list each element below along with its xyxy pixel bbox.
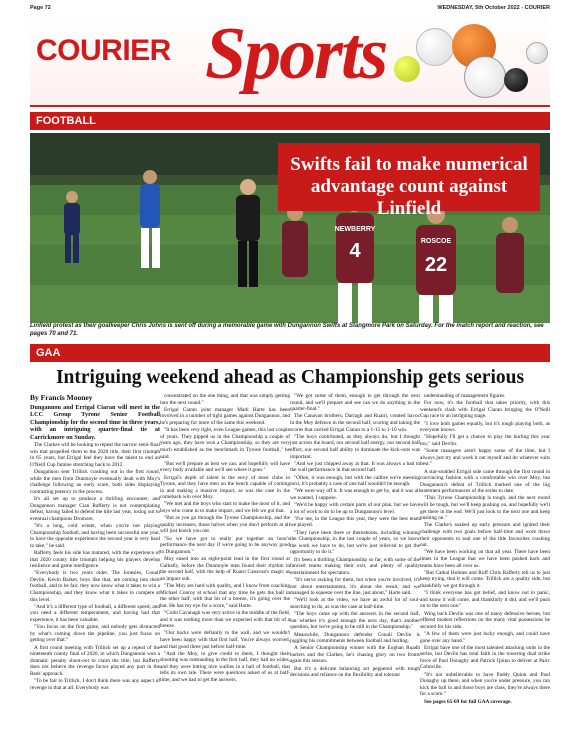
standfirst: Dungannon and Errigal Ciaran will meet in the LCC Group Tyrone Senior Football Championship for the second time in three years, with an intriguing quarter-final tie at Carrickmore on Sunday. (30, 404, 160, 441)
article-paragraph: A Senior Championship winner with the Eoghan Ruadh hurlers and the Clarkes, he's chasing glory on two fronts again this season. (290, 645, 420, 665)
issue-date: WEDNESDAY, 5th October 2022 - COURIER (437, 5, 550, 11)
match-photo (30, 133, 550, 323)
article-column-2 (160, 393, 290, 731)
article-paragraph: "It's not unbelievable to have Paddy Quinn and Paul Donaghy up there, and when you're under pressure, you can kick the ball in and those boys are class, they're always there for a score." (420, 671, 550, 698)
article-paragraph: "But we'll prepare as best we can, and hopefully will have every body available and we'll see where it goes." (160, 460, 290, 474)
article-paragraph: "Everybody is two years older. The Jonesies, Conall Devlin, Kevin Barker, boys like that, are coming into their football, and to be fair, they now know what it takes to win a Championship, and they know what it takes to compete at this level. (30, 570, 160, 603)
article-paragraph: The Clarkes will be looking to repeat the narrow semi-final win that propelled them to the 2020 title, their first triumph in 65 years, but Errigal feel they have the talent to end an O'Neill Cup famine stretching back to 2012. (30, 442, 160, 468)
continued-note: See pages 65-69 for full GAA coverage. (424, 698, 512, 705)
article-paragraph: Wing back Devlin was one of many defensive heroes, but offered modest reflections on the many vital possessions he secured for his side. (420, 610, 550, 630)
football-headline: Swifts fail to make numerical advantage count against Linfield (290, 154, 528, 219)
article-paragraph: "They have been there or thereabouts, including winning the Championship, in the last couple of years, so we know the work we have to do, but we're just relieved to get the opportunity to do it." (290, 529, 420, 556)
article-paragraph: "Hopefully I'll get a chance to play the hurling this year too," said Devlin. (420, 434, 550, 447)
pool-ball-icon (504, 68, 528, 92)
article-paragraph: "And the Moy, to give credit to them, I thought their shooting was outstanding in the first half, they had no wides, and they were hitting nice wallies in a ball of football, that tells its own tale. There were questions asked of us at half-time, and we had to get the answers. (160, 650, 290, 684)
article-paragraph: "The Moy are hard with quality, and I know from coaching Michael Conroy at school that any time he gets the ball in the other half, with that bit of a breeze, it's going over the bar. He has my eye for a score," said Harte. (160, 582, 290, 609)
article-paragraph: Rafferty feels his side has matured, with the experience of that 2020 county title triumph helping his players develop resilience and game intelligence. (30, 549, 160, 570)
football-icon (464, 56, 506, 98)
article-column-4 (420, 393, 550, 731)
section-bar-football (30, 112, 550, 130)
page-number: Page 72 (30, 5, 51, 11)
gaelic-football-icon (416, 28, 454, 66)
article-column-3 (290, 393, 420, 731)
photo-caption: Linfield protest as their goalkeeper Chris Johns is sent off during a memorable game with Dungannon Swifts at Stangmore Park on Saturday. For the match report and reaction, see pages 70 and 71. (30, 323, 544, 337)
football-headline-box (278, 143, 540, 219)
article-paragraph: A star-studded Errigal side came through the first round in convincing fashion with a comfortable win over Moy, but Dungannon's defeat of Trillick marked one of the big statement performances of the series to date. (420, 468, 550, 495)
article-paragraph: "I love both games equally, but it's tough playing both, as everyone knows. (420, 420, 550, 434)
article-paragraph: Dungannon sent Trillick crashing out in the first round, while the men from Dunmoyle eventually dealt with Moy's challenge following an early scare, both sides displaying contrasting potency in the process. (30, 469, 160, 495)
article-paragraph: The Clarke's soaked up early pressure and ignited their challenge with two goals before half-time and wore down their opponents to seal one of the title favourites crashing out. (420, 522, 550, 549)
article-paragraph: "We'd be happy with certain parts of our plan, but we have a lot of work to do to be up to Dungannon's level. (290, 502, 420, 515)
article-paragraph: "Often, it was enough, but with the calibre we're meeting next, it's probably a case of one half wouldn't be enough. (290, 474, 420, 488)
byline: By Francis Mooney (30, 393, 93, 402)
shirt-name-1: NEWBERRY (334, 226, 376, 233)
article-paragraph: Errigal have one of the most talented attacking units in the series, but Devlin has total faith in the towering dual strike force of Paul Donaghy and Patrick Quinn to deliver at Pairc Colmcille. (420, 644, 550, 671)
tennis-ball-icon (394, 56, 420, 82)
masthead-section: Sports (205, 14, 387, 95)
section-bar-gaa (30, 344, 550, 362)
article-paragraph: concentrated on the one thing, and that was simply getting into the next round." (160, 393, 290, 406)
article-paragraph: For now, it's the football that takes priority, with this weekend's clash with Errigal Ciaran bringing the O'Neill Cup race to an intriguing stage. (420, 400, 550, 420)
sports-balls-graphic (394, 22, 550, 107)
article-paragraph: The Canavan brothers, Darragh and Ruairi, created havoc in the Moy defence in the second half, scoring and taking the scores that carried Errigal Ciaran to a 1-15 to 1-10 win. (290, 413, 420, 433)
page-header (30, 3, 550, 13)
article-paragraph: "Some managers aren't happy some of the time, but I always just try and work it out myself and do whatever suits best." (420, 448, 550, 468)
article-paragraph: "But as you go through the Tyrone Championship, and the quality increases, those halves when you don't perform at all will just knock you out. (160, 515, 290, 535)
article-paragraph: "We'll look at the video, we have an awful lot of soul-searching to do, as was the case at half-time. (290, 597, 420, 610)
article-paragraph: "The boys contributed, as they always do, but I thought just across the board, our second half energy, our second half effort, our second half ability to dominate the kick-outs was important. (290, 433, 420, 460)
article-paragraph: Meanwhile, Dungannon defender Conall Devlin is juggling his commitments between football and hurling. (290, 631, 420, 645)
article-paragraph: But it's a delicate balancing act peppered with tough decisions and reliance on the flexibility and tolerant (290, 665, 420, 679)
article-paragraph: Moy eased into an eight-point lead in the first round at Galbally, before the Dunmoyle men found their rhythm in the second half, with the help of Ruairi Canavan's magic as an impact sub. (160, 556, 290, 582)
shirt-name-2: ROSCOE (420, 238, 452, 245)
article-paragraph: "You focus on the first game, and nobody gets distracted by what's coming down the pipeline, you just focus on getting over that." (30, 624, 160, 644)
article-body (30, 393, 550, 731)
article-paragraph: "And we just chipped away at that. It was always a bad to the wall performance in that second half. (290, 460, 420, 474)
article-paragraph: "The boys came up with the answers in the second half, but whether it's good enough the next day, that's another question, but we're going to be still in the Championship." (290, 611, 420, 631)
article-paragraph: "Our backs were defiantly to the wall, and we wouldn't have been happy with that first half. You're always worried, and that good three just before half-time. (160, 630, 290, 650)
article-paragraph: Errigal's depth of talent is the envy of most clubs in Tyrone, and they have men on the bench capable of coming in and making a massive impact, as was the case in the comeback win over Moy. (160, 474, 290, 501)
article-paragraph: "It's a long, cold winter, when you're not playing Championship football, and having been successful one year, to have the opposite experience the second year is very hard to take," he said. (30, 522, 160, 549)
article-paragraph: A first round meeting with Trillick set up a repeat of the nineteenth county final of 2020, in which Dungannon won a dramatic penalty shoot-out to claim the title, but Rafferty does not believe the revenge factor played any part in the Reds' approach. (30, 644, 160, 677)
article-paragraph: "We got some of them, enough to get through the next round, and we'll prepare and see can we do anything in the quarter-final." (290, 393, 420, 413)
article-paragraph: It's been a thrilling Championship so far, with some of the fancied teams making their exit, and plenty of quality entertainment for spectators. (290, 556, 420, 576)
shirt-number-1: 4 (349, 240, 361, 262)
section-label: GAA (36, 347, 61, 359)
article-paragraph: "We were way off it. It was enough to get by, and it was all we wanted, I suppose. (290, 488, 420, 501)
article-paragraph: "It's nerve racking for them, but when you're involved, it's not about entertainment, it's about the result, and we managed to squeeze over the line, just about," Harte said. (290, 576, 420, 597)
article-paragraph: "This Tyrone Championship is tough, and the next round will be tough, but we'll keep pushing on, and hopefully we'll get there in the end. We'll just look to the next one and keep pushing on." (420, 495, 550, 522)
article-paragraph: "A few of them were just lucky enough, and could have gone over any hand." (420, 630, 550, 644)
article-paragraph: "But Cathal Holmes and Ruff Chris Rafferty tell us to just keep trying, that it will come. Trillick are a quality side, but thankfully we got through it. (420, 569, 550, 589)
section-label: FOOTBALL (36, 115, 96, 127)
article-paragraph: "Colm Cavanagh was very active in the middle of the field, and it was nothing more than we expected with that bit of a breeze. (160, 609, 290, 630)
shirt-number-2: 22 (424, 254, 448, 276)
article-column-1 (30, 393, 160, 731)
article-paragraph: understanding of management figures. (424, 393, 506, 399)
article-paragraph: "We have been working on that all year. There have been times in the League that we have been pushed back and teams have been all over us. (420, 549, 550, 569)
article-paragraph: It's all set up to produce a thrilling encounter, and Dungannon manager Cian Rafferty is not contemplating defeat, having failed to defend the title last year, losing out to eventual champions Dromore. (30, 495, 160, 522)
article-paragraph: Errigal Ciaran joint manager Mark Harte has been involved in a number of tight games against Dungannon, and he's preparing for more of the same this weekend. (160, 406, 290, 426)
golf-ball-icon (526, 42, 548, 64)
article-paragraph: "And it's a different type of football, a different speed, and you need a different temperament, and having had that experience, it has been valuable. (30, 603, 160, 624)
article-paragraph: "I think everyone has got belief, and know not to panic, and know it will come, and thankfully it did, and we'll push on to the next one." (420, 590, 550, 610)
masthead (30, 14, 550, 107)
gaa-headline: Intriguing weekend ahead as Championship gets serious (55, 367, 525, 388)
article-paragraph: "We met and the boys who start to make the most of it, and boys who come in to make impact, and we felt we got that. (160, 501, 290, 515)
masthead-brand: COURIER (36, 34, 171, 67)
article-paragraph: "To be fair to Trillick, I don't think there was any aspect of revenge in that at all. Everybody was (30, 678, 160, 691)
article-paragraph: "So we have got to really put together an hour's performance the next day if we're going to be anyway good to Dungannon." (160, 535, 290, 555)
article-paragraph: "It has been very tight, even League games, this last couple of years. They pipped us in the Championship a couple of years ago, they have won a Championship, so they are very much established as the benchmark in Tyrone football," he said. (160, 427, 290, 460)
article-paragraph: "For me, in the League this year, they were the best team we played. (290, 515, 420, 529)
